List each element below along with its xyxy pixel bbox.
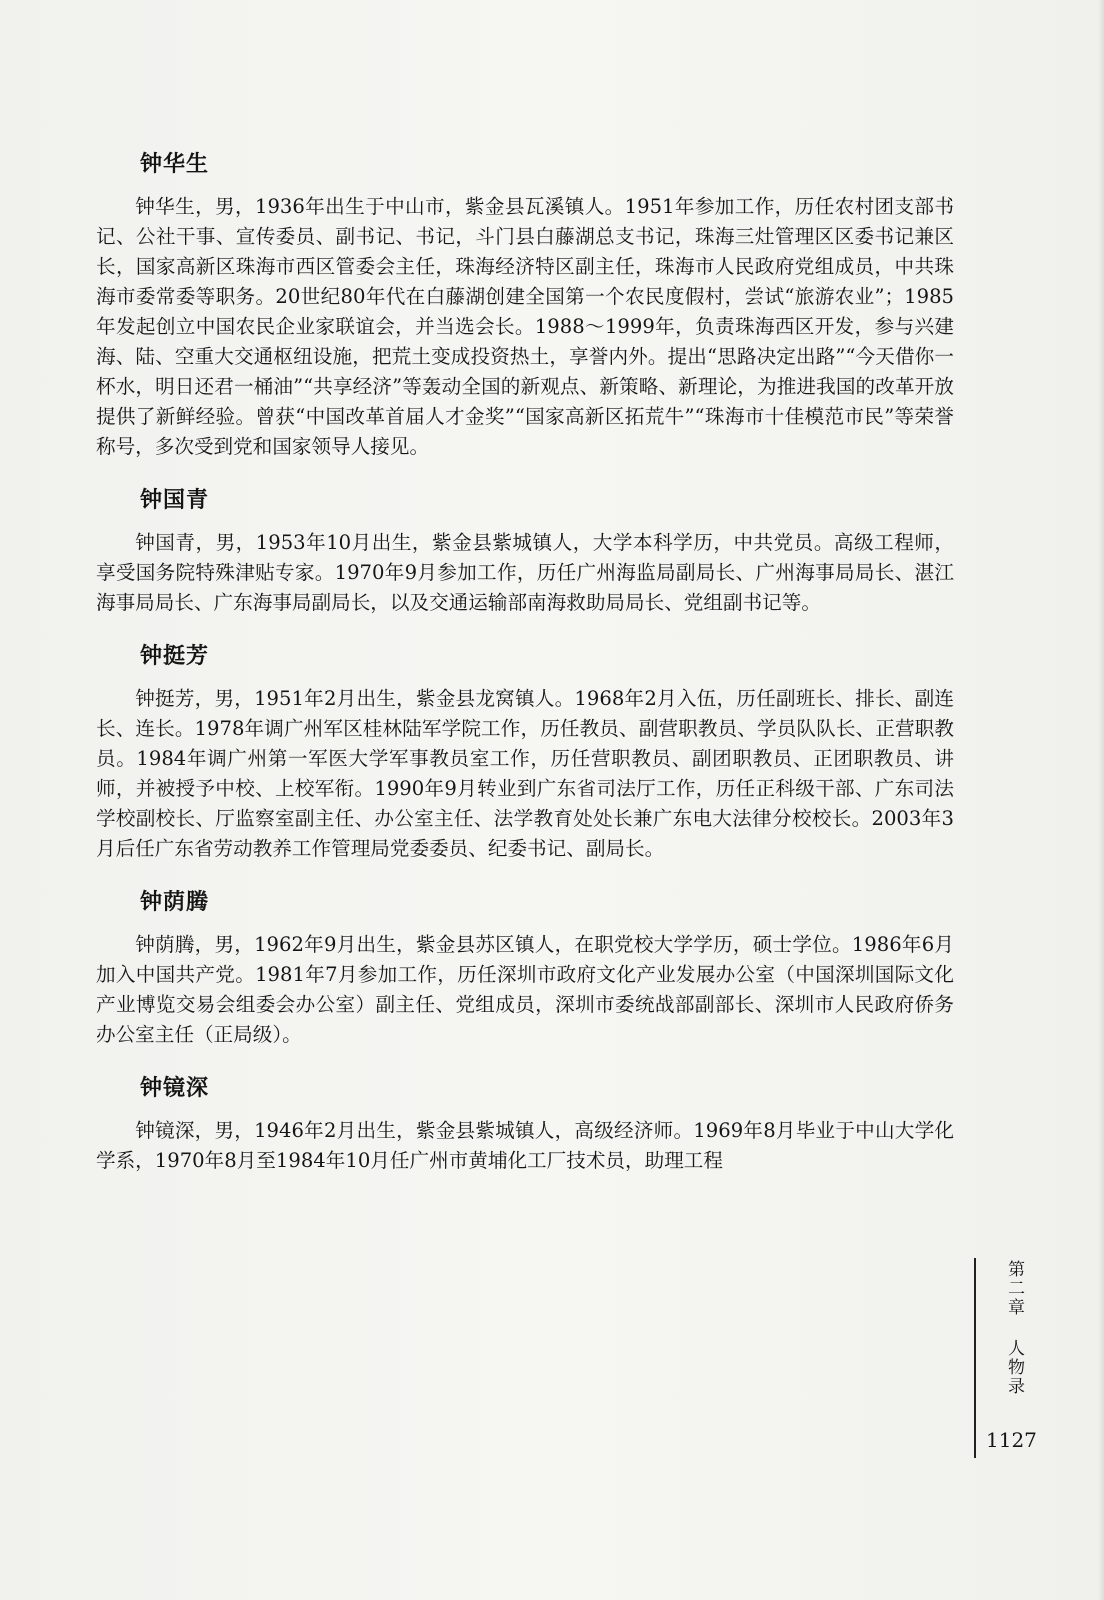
entry-body: 钟华生，男，1936年出生于中山市，紫金县瓦溪镇人。1951年参加工作，历任农村团支部书记、公社干事、宣传委员、副书记、书记，斗门县白藤湖总支书记，珠海三灶管理区区委书记兼区长，国家高新区珠海市西区管委会主任，珠海经济特区副主任，珠海市人民政府党组成员，中共珠海市委常委等职务。20世纪80年代在白藤湖创建全国第一个农民度假村，尝试“旅游农业”；1985年发起创立中国农民企业家联谊会，并当选会长。1988～1999年，负责珠海西区开发，参与兴建海、陆、空重大交通枢纽设施，把荒土变成投资热土，享誉内外。提出“思路决定出路”“今天借你一杯水，明日还君一桶油”“共享经济”等轰动全国的新观点、新策略、新理论，为推进我国的改革开放提供了新鲜经验。曾获“中国改革首届人才金奖”“国家高新区拓荒牛”“珠海市十佳模范市民”等荣誉称号，多次受到党和国家领导人接见。 [96,195,954,458]
entry-name: 钟镜深 [140,1076,210,1101]
margin-rule [974,1258,976,1458]
entry-body: 钟挺芳，男，1951年2月出生，紫金县龙窝镇人。1968年2月入伍，历任副班长、排长、副连长、连长。1978年调广州军区桂林陆军学院工作，历任教员、副营职教员、学员队队长、正营职教员。1984年调广州第一军医大学军事教员室工作，历任营职教员、副团职教员、正团职教员、讲师，并被授予中校、上校军衔。1990年9月转业到广东省司法厅工作，历任正科级干部、广东司法学校副校长、厅监察室副主任、办公室主任、法学教育处处长兼广东电大法律分校校长。2003年3月后任广东省劳动教养工作管理局党委委员、纪委书记、副局长。 [96,687,954,860]
biography-entry [96,888,954,1050]
page-content [96,150,954,1200]
entry-name: 钟国青 [140,488,210,513]
biography-entry [96,642,954,864]
entry-body: 钟荫腾，男，1962年9月出生，紫金县苏区镇人，在职党校大学学历，硕士学位。1986年6月加入中国共产党。1981年7月参加工作，历任深圳市政府文化产业发展办公室（中国深圳国际文化产业博览交易会组委会办公室）副主任、党组成员，深圳市委统战部副部长、深圳市人民政府侨务办公室主任（正局级）。 [96,933,954,1046]
entry-body: 钟国青，男，1953年10月出生，紫金县紫城镇人，大学本科学历，中共党员。高级工程师，享受国务院特殊津贴专家。1970年9月参加工作，历任广州海监局副局长、广州海事局局长、湛江海事局局长、广东海事局副局长，以及交通运输部南海救助局局长、党组副书记等。 [96,531,954,614]
biography-entry [96,1074,954,1176]
biography-entry [96,486,954,618]
entry-name: 钟华生 [140,152,210,177]
chapter-side-tab: 第二章 人物录 [1004,1260,1024,1396]
biography-entry [96,150,954,462]
entry-name: 钟荫腾 [140,890,210,915]
entry-name: 钟挺芳 [140,644,210,669]
scan-edge-shadow [1098,0,1104,1600]
page-number: 1127 [986,1428,1037,1452]
entry-body: 钟镜深，男，1946年2月出生，紫金县紫城镇人，高级经济师。1969年8月毕业于中山大学化学系，1970年8月至1984年10月任广州市黄埔化工厂技术员，助理工程 [96,1119,954,1172]
